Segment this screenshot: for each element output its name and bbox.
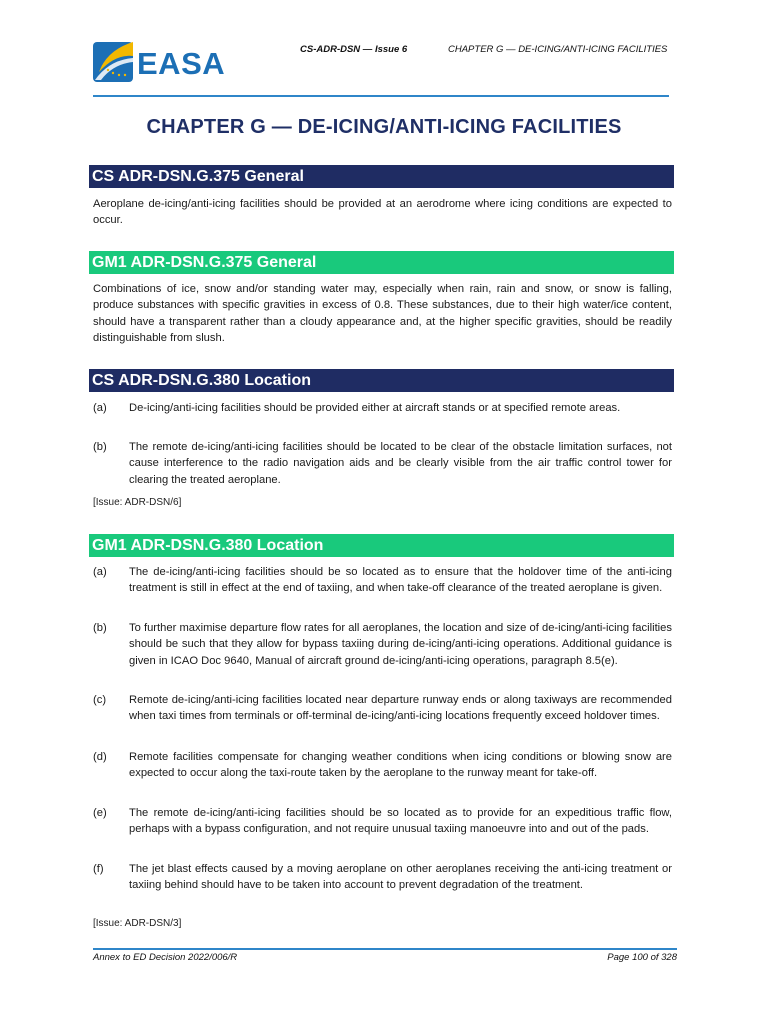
logo-wordmark: EASA <box>137 46 226 81</box>
list-item-label: (a) <box>93 566 107 578</box>
section-heading-gm1-g380: GM1 ADR-DSN.G.380 Location <box>89 534 674 557</box>
list-item-label: (d) <box>93 751 107 763</box>
chapter-title: CHAPTER G — DE-ICING/ANTI-ICING FACILITIES <box>146 116 622 138</box>
section-heading-gm1-g375: GM1 ADR-DSN.G.375 General <box>89 251 674 274</box>
header-chapter-ref: CHAPTER G — DE-ICING/ANTI-ICING FACILITIES <box>448 44 668 55</box>
list-item-text: The jet blast effects caused by a moving aeroplane on other aeroplanes receiving the anti-icing treatment or taxiing behind should have to be taken into account to prevent degradation of the treatment. <box>129 863 672 892</box>
list-item-text: To further maximise departure flow rates for all aeroplanes, the location and size of de-icing/anti-icing facilities should be such that they allow for bypass taxiing during de-icing/anti-icing operations. Additional guidance is given in ICAO Doc 9640, Manual of aircraft ground de-icing/anti-icing operations, paragraph 8.5(e). <box>129 622 672 667</box>
list-item-text: Remote facilities compensate for changing weather conditions when icing conditions or blowing snow are expected to occur along the taxi-route taken by the aeroplane to the runway meant for take-off. <box>129 751 672 780</box>
list-item-text: The de-icing/anti-icing facilities should be so located as to ensure that the holdover time of the anti-icing treatment is still in effect at the end of taxiing, and when take-off clearance of the treated aeroplane is given. <box>129 566 672 595</box>
list-item-label: (c) <box>93 694 107 706</box>
footer-decision-ref: Annex to ED Decision 2022/006/R <box>93 952 238 963</box>
issue-note: [Issue: ADR-DSN/6] <box>93 497 182 508</box>
list-item-text: The remote de-icing/anti-icing facilities should be located to be clear of the obstacle limitation surfaces, not cause interference to the radio navigation aids and be clearly visible from the air traffic control tower for clearing the treated aeroplane. <box>129 441 672 486</box>
list-item-text: The remote de-icing/anti-icing facilities should be so located as to provide for an expeditious traffic flow, perhaps with a bypass configuration, and not require unusual taxiing manoeuvre into and out of the pads. <box>129 807 672 836</box>
header-divider <box>93 95 669 97</box>
section-paragraph-gm1-g375: Combinations of ice, snow and/or standing water may, especially when rain, rain and snow, or snow is falling, produce substances with specific gravities in excess of 0.8. These substances, due to their high water/ice content, should have a transparent rather than a cloudy appearance and, at the higher specific gravities, should be readily distinguishable from slush. <box>93 283 672 344</box>
list-item-text: De-icing/anti-icing facilities should be provided either at aircraft stands or at specified remote areas. <box>129 402 621 414</box>
list-item-label: (f) <box>93 863 104 875</box>
list-item-label: (e) <box>93 807 107 819</box>
footer-page-number: Page 100 of 328 <box>607 952 677 963</box>
section-heading-cs-g375: CS ADR-DSN.G.375 General <box>89 165 674 188</box>
section-paragraph-cs-g375: Aeroplane de-icing/anti-icing facilities should be provided at an aerodrome where icing conditions are expected to occur. <box>93 198 672 227</box>
header-document-id: CS-ADR-DSN — Issue 6 <box>300 44 408 55</box>
list-item-text: Remote de-icing/anti-icing facilities located near departure runway ends or along taxiways are recommended when taxi times from terminals or off-terminal de-icing/anti-icing locations frequently exceed holdover times. <box>129 694 672 723</box>
list-item-label: (b) <box>93 622 107 634</box>
footer-divider <box>93 948 677 950</box>
issue-note: [Issue: ADR-DSN/3] <box>93 918 182 929</box>
list-item-label: (a) <box>93 402 107 414</box>
list-item-label: (b) <box>93 441 107 453</box>
section-heading-cs-g380: CS ADR-DSN.G.380 Location <box>89 369 674 392</box>
